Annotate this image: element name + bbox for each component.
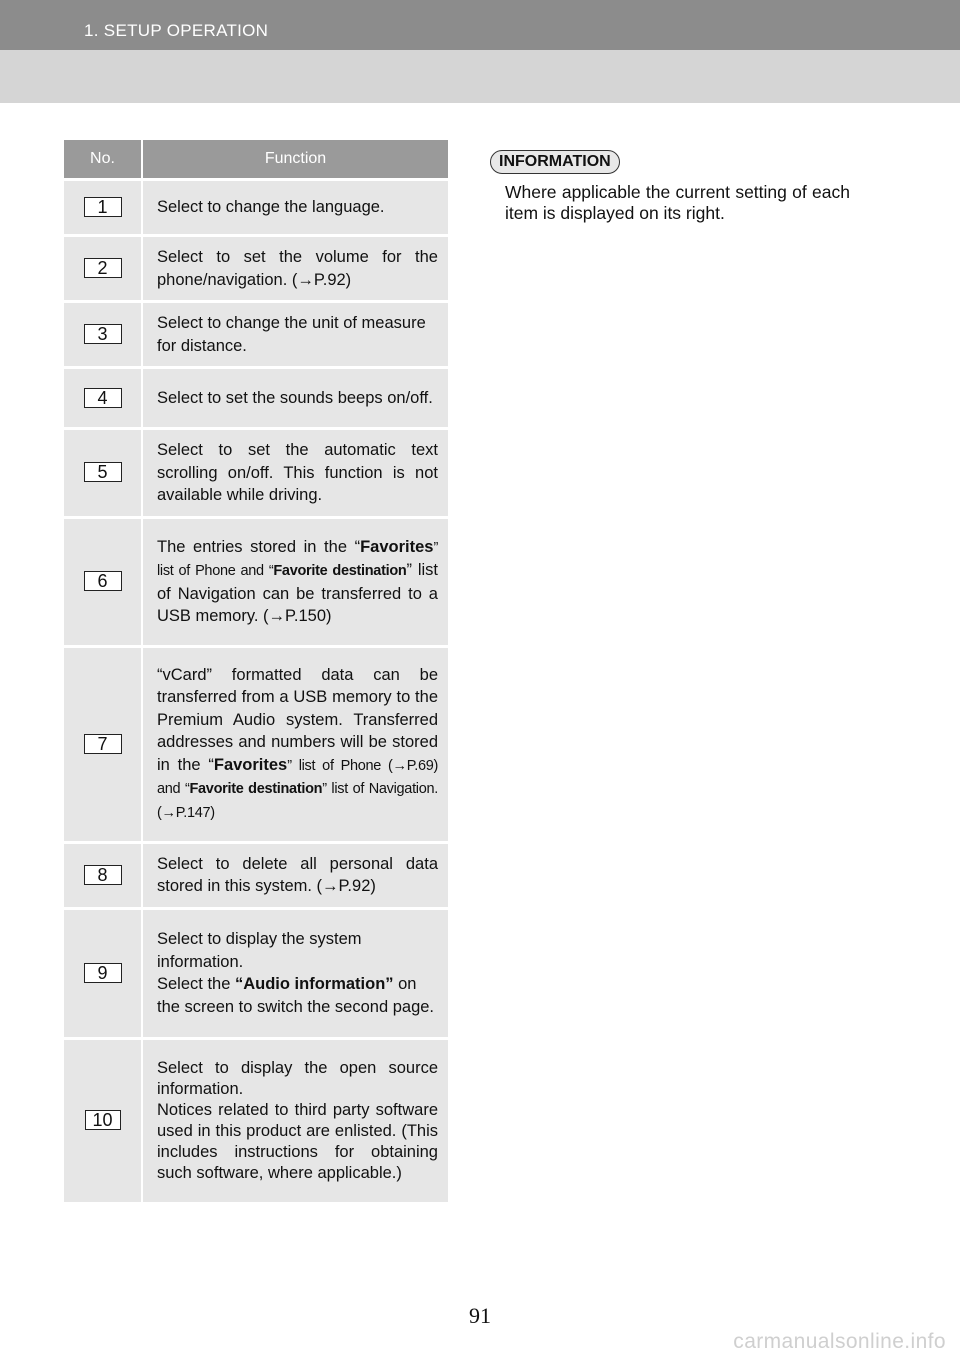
watermark-text: carmanualsonline.info [733, 1330, 946, 1353]
description-text: “vCard” formatted data can be transferred from a USB memory to the Premium Audio system. Transferred addresses and numbers will be stored in the “ [157, 665, 438, 774]
description-text: ” list of Navigation can be transferred to a USB memory. (→P.150) [157, 561, 438, 625]
function-description: Select to change the unit of measure for distance. [142, 302, 448, 368]
function-description [142, 908, 448, 1038]
row-number-cell [64, 429, 142, 518]
information-text: Where applicable the current setting of each item is displayed on its right. [505, 182, 850, 223]
function-description: Select to set the sounds beeps on/off. [142, 368, 448, 429]
row-number-badge: 10 [85, 1110, 121, 1130]
function-description [142, 646, 448, 842]
row-number-badge: 8 [84, 865, 122, 885]
table-row [64, 646, 448, 842]
table-row [64, 517, 448, 646]
favorites-term: Favorites [360, 537, 434, 556]
section-title: 1. SETUP OPERATION [84, 21, 269, 40]
row-number-cell [64, 368, 142, 429]
row-number-badge: 2 [84, 258, 122, 278]
table-row [64, 368, 448, 429]
description-text: Select to display the system information. [157, 930, 362, 971]
column-header-no: No. [64, 140, 142, 180]
row-number-badge: 4 [84, 388, 122, 408]
column-header-function: Function [142, 140, 448, 180]
description-text: Select the [157, 975, 235, 993]
table-row [64, 180, 448, 236]
favorites-term: Favorites [213, 755, 288, 774]
header-band [0, 50, 960, 103]
table-row [64, 1038, 448, 1203]
favorite-destination-term: Favorite destination [189, 781, 323, 798]
description-text: ” list of Navigation. (→P.147) [157, 781, 438, 821]
description-text [157, 973, 438, 1018]
row-number-cell [64, 908, 142, 1038]
description-text: ” list of Phone and “ [157, 539, 438, 579]
row-number-cell [64, 646, 142, 842]
row-number-cell [64, 236, 142, 302]
favorite-destination-term: Favorite destination [273, 563, 407, 579]
row-number-badge: 6 [84, 571, 122, 591]
function-description: Select to set the volume for the phone/navigation. (→P.92) [142, 236, 448, 302]
row-number-badge: 3 [84, 324, 122, 344]
row-number-cell [64, 842, 142, 908]
table-header-row [64, 140, 448, 180]
audio-information-term: “Audio information” [234, 975, 394, 993]
row-number-badge: 1 [84, 197, 122, 217]
description-text: Notices related to third party software used in this product are enlisted. (This includes instructions for obtaining such software, where applicable.) [157, 1100, 438, 1182]
description-text: The entries stored in the “ [157, 537, 361, 556]
page-number: 91 [469, 1303, 491, 1328]
table-row [64, 429, 448, 518]
row-number-cell [64, 517, 142, 646]
table-row [64, 842, 448, 908]
table-row [64, 236, 448, 302]
function-description: Select to change the language. [142, 180, 448, 236]
function-table [64, 140, 448, 1205]
description-text: Select to display the open source information. [157, 1058, 438, 1098]
row-number-badge: 9 [84, 963, 122, 983]
function-description: Select to set the automatic text scrolling on/off. This function is not available while driving. [142, 429, 448, 518]
function-description [142, 1038, 448, 1203]
description-text: ” list of Phone (→P.69) and “ [157, 757, 438, 798]
row-number-badge: 7 [84, 734, 122, 754]
row-number-badge: 5 [84, 462, 122, 482]
row-number-cell [64, 302, 142, 368]
description-text: on the screen to switch the second page. [157, 975, 435, 1016]
section-header-bar [0, 0, 960, 50]
function-description [142, 517, 448, 646]
table-row [64, 908, 448, 1038]
row-number-cell [64, 1038, 142, 1203]
table-row [64, 302, 448, 368]
function-description: Select to delete all personal data stored in this system. (→P.92) [142, 842, 448, 908]
information-badge: INFORMATION [490, 150, 620, 174]
row-number-cell [64, 180, 142, 236]
